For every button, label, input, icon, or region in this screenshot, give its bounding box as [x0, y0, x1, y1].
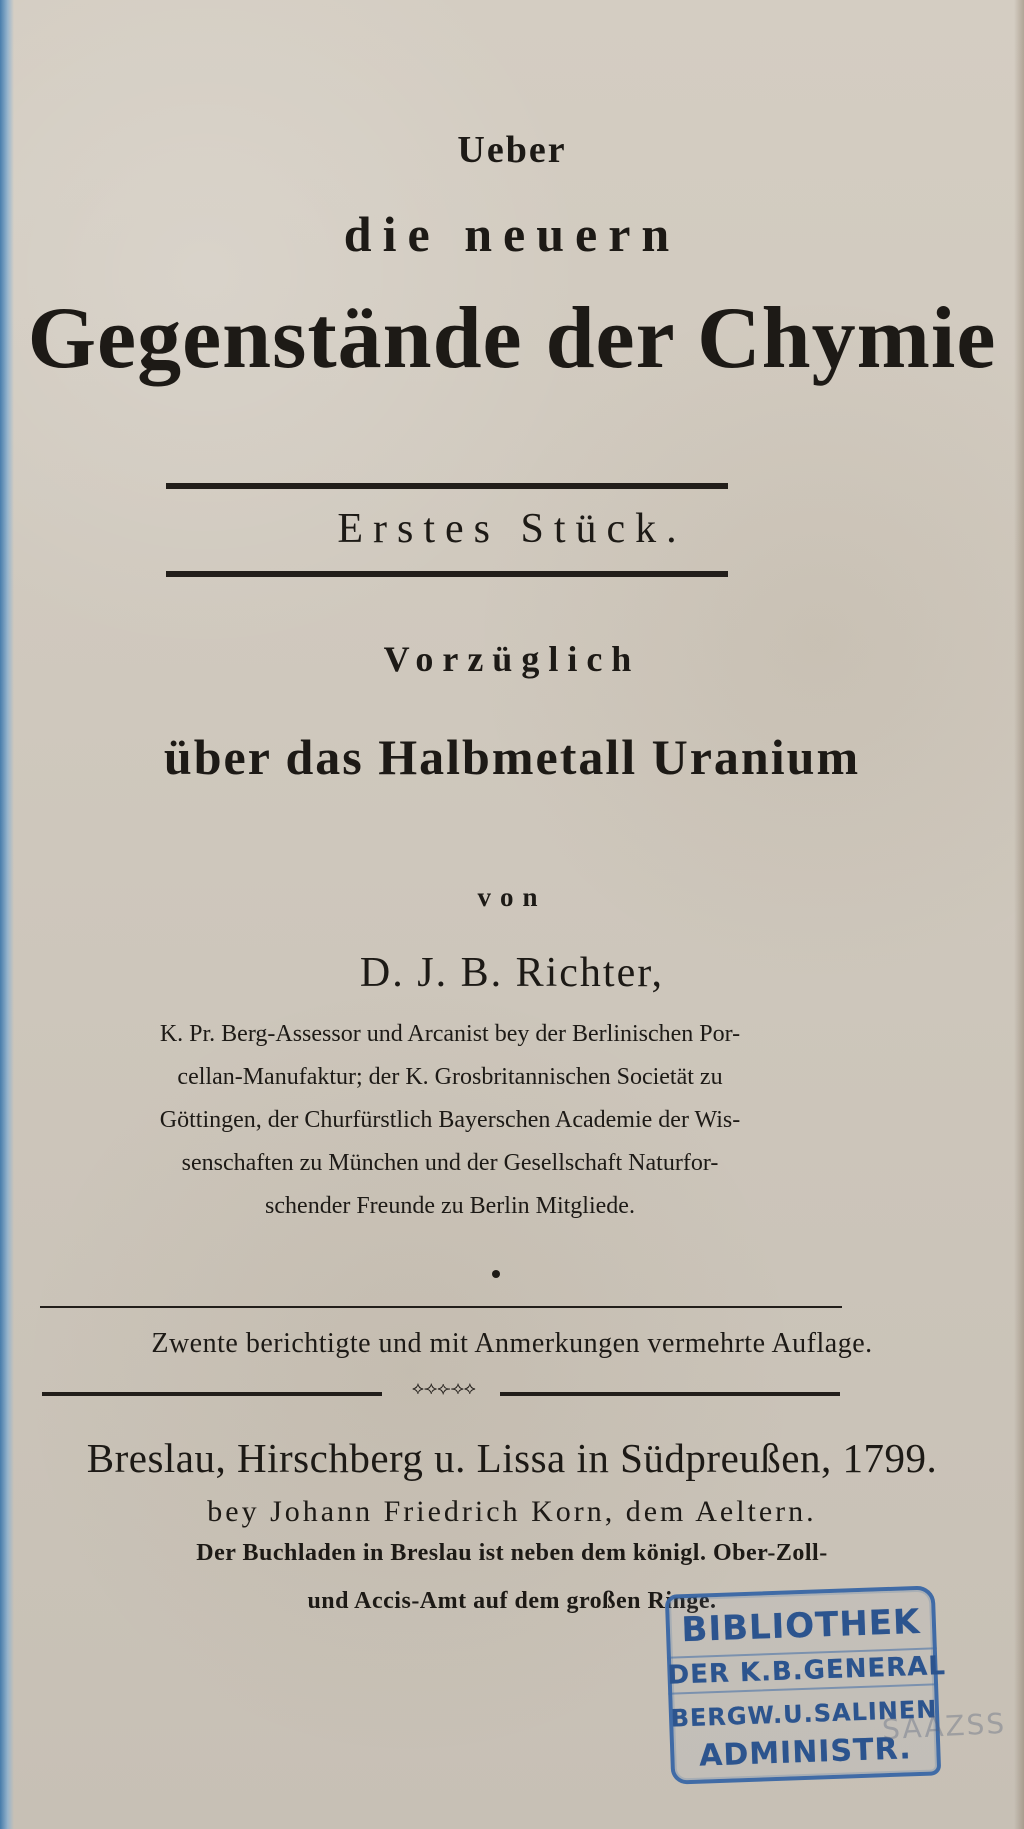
credential-line: schender Freunde zu Berlin Mitgliede. [265, 1193, 635, 1219]
stamp-line-4: ADMINISTR. [698, 1731, 913, 1774]
edition-text: Zwente berichtigte und mit Anmerkungen vermehrte Auflage. [151, 1328, 873, 1359]
title-rule-top [166, 483, 728, 489]
imprint-line-1: Breslau, Hirschberg u. Lissa in Südpreußen, 1799. [86, 1435, 938, 1481]
title-line-1: Ueber [457, 129, 567, 171]
credential-line: Göttingen, der Churfürstlich Bayerschen Academie der Wis- [159, 1107, 741, 1133]
ornament-center: ⟡⟢⟣⟢⟡ [412, 1378, 476, 1399]
imprint-line-3: Der Buchladen in Breslau ist neben dem königl. Ober-Zoll- [196, 1540, 828, 1566]
title-rule-bottom [166, 571, 728, 577]
credential-line: senschaften zu München und der Gesellschaft Naturfor- [181, 1150, 719, 1176]
center-dot [492, 1270, 500, 1278]
imprint-line-2: bey Johann Friedrich Korn, dem Aeltern. [207, 1495, 817, 1528]
author-credentials [38, 1013, 862, 1228]
stamp-line-3: BERGW.U.SALINEN [670, 1695, 938, 1733]
main-title: Gegenstände der Chymie [27, 290, 997, 387]
von-text: von [477, 882, 547, 912]
ornament-bar-right [500, 1392, 840, 1396]
imprint-line-4: und Accis-Amt auf dem großen Ringe. [307, 1588, 717, 1614]
ornament-bar-left [42, 1392, 382, 1396]
credential-line: cellan-Manufaktur; der K. Grosbritannischen Societät zu [177, 1064, 723, 1090]
faded-background-text: SAAZSS [881, 1706, 1007, 1747]
author-name: D. J. B. Richter, [359, 950, 665, 996]
edition-rule-top [40, 1306, 842, 1308]
stamp-line-1: BIBLIOTHEK [680, 1601, 922, 1651]
stamp-border [665, 1585, 941, 1784]
focus-line-2: über das Halbmetall Uranium [163, 729, 861, 785]
title-line-2: die neuern [343, 206, 681, 262]
focus-line-1: Vorzüglich [383, 639, 641, 679]
subtitle: Erstes Stück. [337, 506, 687, 552]
credential-line: K. Pr. Berg-Assessor und Arcanist bey der Berlinischen Por- [159, 1021, 741, 1047]
ornament-rule [42, 1378, 840, 1399]
stamp-line-2: DER K.B.GENERAL [667, 1647, 938, 1694]
